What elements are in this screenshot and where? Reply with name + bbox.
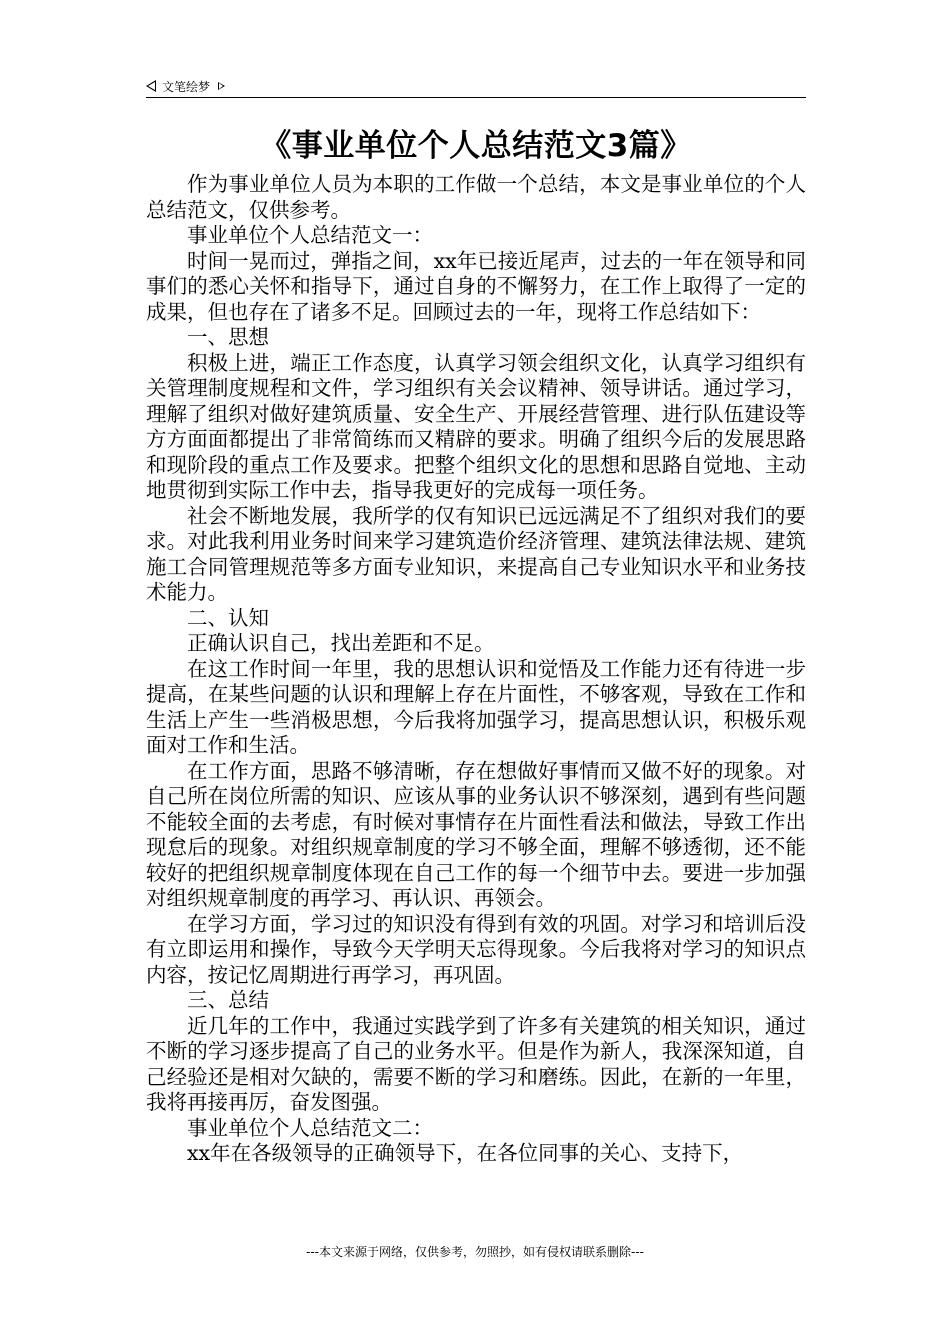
header-label: 文笔绘梦 (162, 79, 211, 94)
section-heading: 一、思想 (187, 325, 269, 349)
paragraph: 事业单位个人总结范文一： (187, 223, 433, 247)
paragraph: 在学习方面，学习过的知识没有得到有效的巩固。对学习和培训后没有立即运用和操作，导致今天学明天忘得现象。今后我将对学习的知识点内容，按记忆周期进行再学习，再巩固。 (146, 911, 806, 987)
paragraph: 时间一晃而过，弹指之间，xx年已接近尾声，过去的一年在领导和同事们的悉心关怀和指导下，通过自身的不懈努力，在工作上取得了一定的成果，但也存在了诸多不足。回顾过去的一年，现将工作总结如下： (146, 248, 806, 324)
page-header (146, 75, 806, 97)
page-footer: ---本文来源于网络，仅供参考，勿照抄，如有侵权请联系删除--- (306, 1245, 644, 1259)
paragraph: 正确认识自己，找出差距和不足。 (187, 631, 495, 655)
document-title: 《事业单位个人总结范文3篇》 (260, 128, 692, 164)
paragraph: 积极上进，端正工作态度，认真学习领会组织文化，认真学习组织有关管理制度规程和文件，学习组织有关会议精神、领导讲话。通过学习，理解了组织对做好建筑质量、安全生产、开展经营管理、进行队伍建设等方方面面都提出了非常简练而又精辟的要求。明确了组织今后的发展思路和现阶段的重点工作及要求。把整个组织文化的思想和思路自觉地、主动地贯彻到实际工作中去，指导我更好的完成每一项任务。 (146, 350, 806, 502)
triangle-right-icon (218, 82, 225, 90)
paragraph: 近几年的工作中，我通过实践学到了许多有关建筑的相关知识，通过不断的学习逐步提高了自己的业务水平。但是作为新人，我深深知道，自己经验还是相对欠缺的，需要不断的学习和磨练。因此，在新的一年里，我将再接再厉，奋发图强。 (146, 1013, 806, 1114)
document-body (146, 172, 806, 1167)
triangle-left-icon (146, 80, 156, 92)
section-heading: 二、认知 (187, 605, 269, 630)
paragraph: 社会不断地发展，我所学的仅有知识已远远满足不了组织对我们的要求。对此我利用业务时间来学习建筑造价经济管理、建筑法律法规、建筑施工合同管理规范等多方面专业知识，来提高自己专业知识水平和业务技术能力。 (146, 503, 806, 604)
paragraph: xx年在各级领导的正确领导下，在各位同事的关心、支持下， (187, 1141, 744, 1165)
paragraph: 事业单位个人总结范文二： (187, 1115, 433, 1140)
paragraph: 在这工作时间一年里，我的思想认识和觉悟及工作能力还有待进一步提高，在某些问题的认识和理解上存在片面性，不够客观，导致在工作和生活上产生一些消极思想，今后我将加强学习，提高思想认识，积极乐观面对工作和生活。 (146, 656, 806, 757)
section-heading: 三、总结 (187, 988, 269, 1012)
header-divider (146, 97, 806, 98)
paragraph: 在工作方面，思路不够清晰，存在想做好事情而又做不好的现象。对自己所在岗位所需的知识、应该从事的业务认识不够深刻，遇到有些问题不能较全面的去考虑，有时候对事情存在片面性看法和做法，导致工作出现怠后的现象。对组织规章制度的学习不够全面，理解不够透彻，还不能较好的把组织规章制度体现在自己工作的每一个细节中去。要进一步加强对组织规章制度的再学习、再认识、再领会。 (146, 758, 806, 910)
paragraph: 作为事业单位人员为本职的工作做一个总结，本文是事业单位的个人总结范文，仅供参考。 (146, 172, 806, 222)
